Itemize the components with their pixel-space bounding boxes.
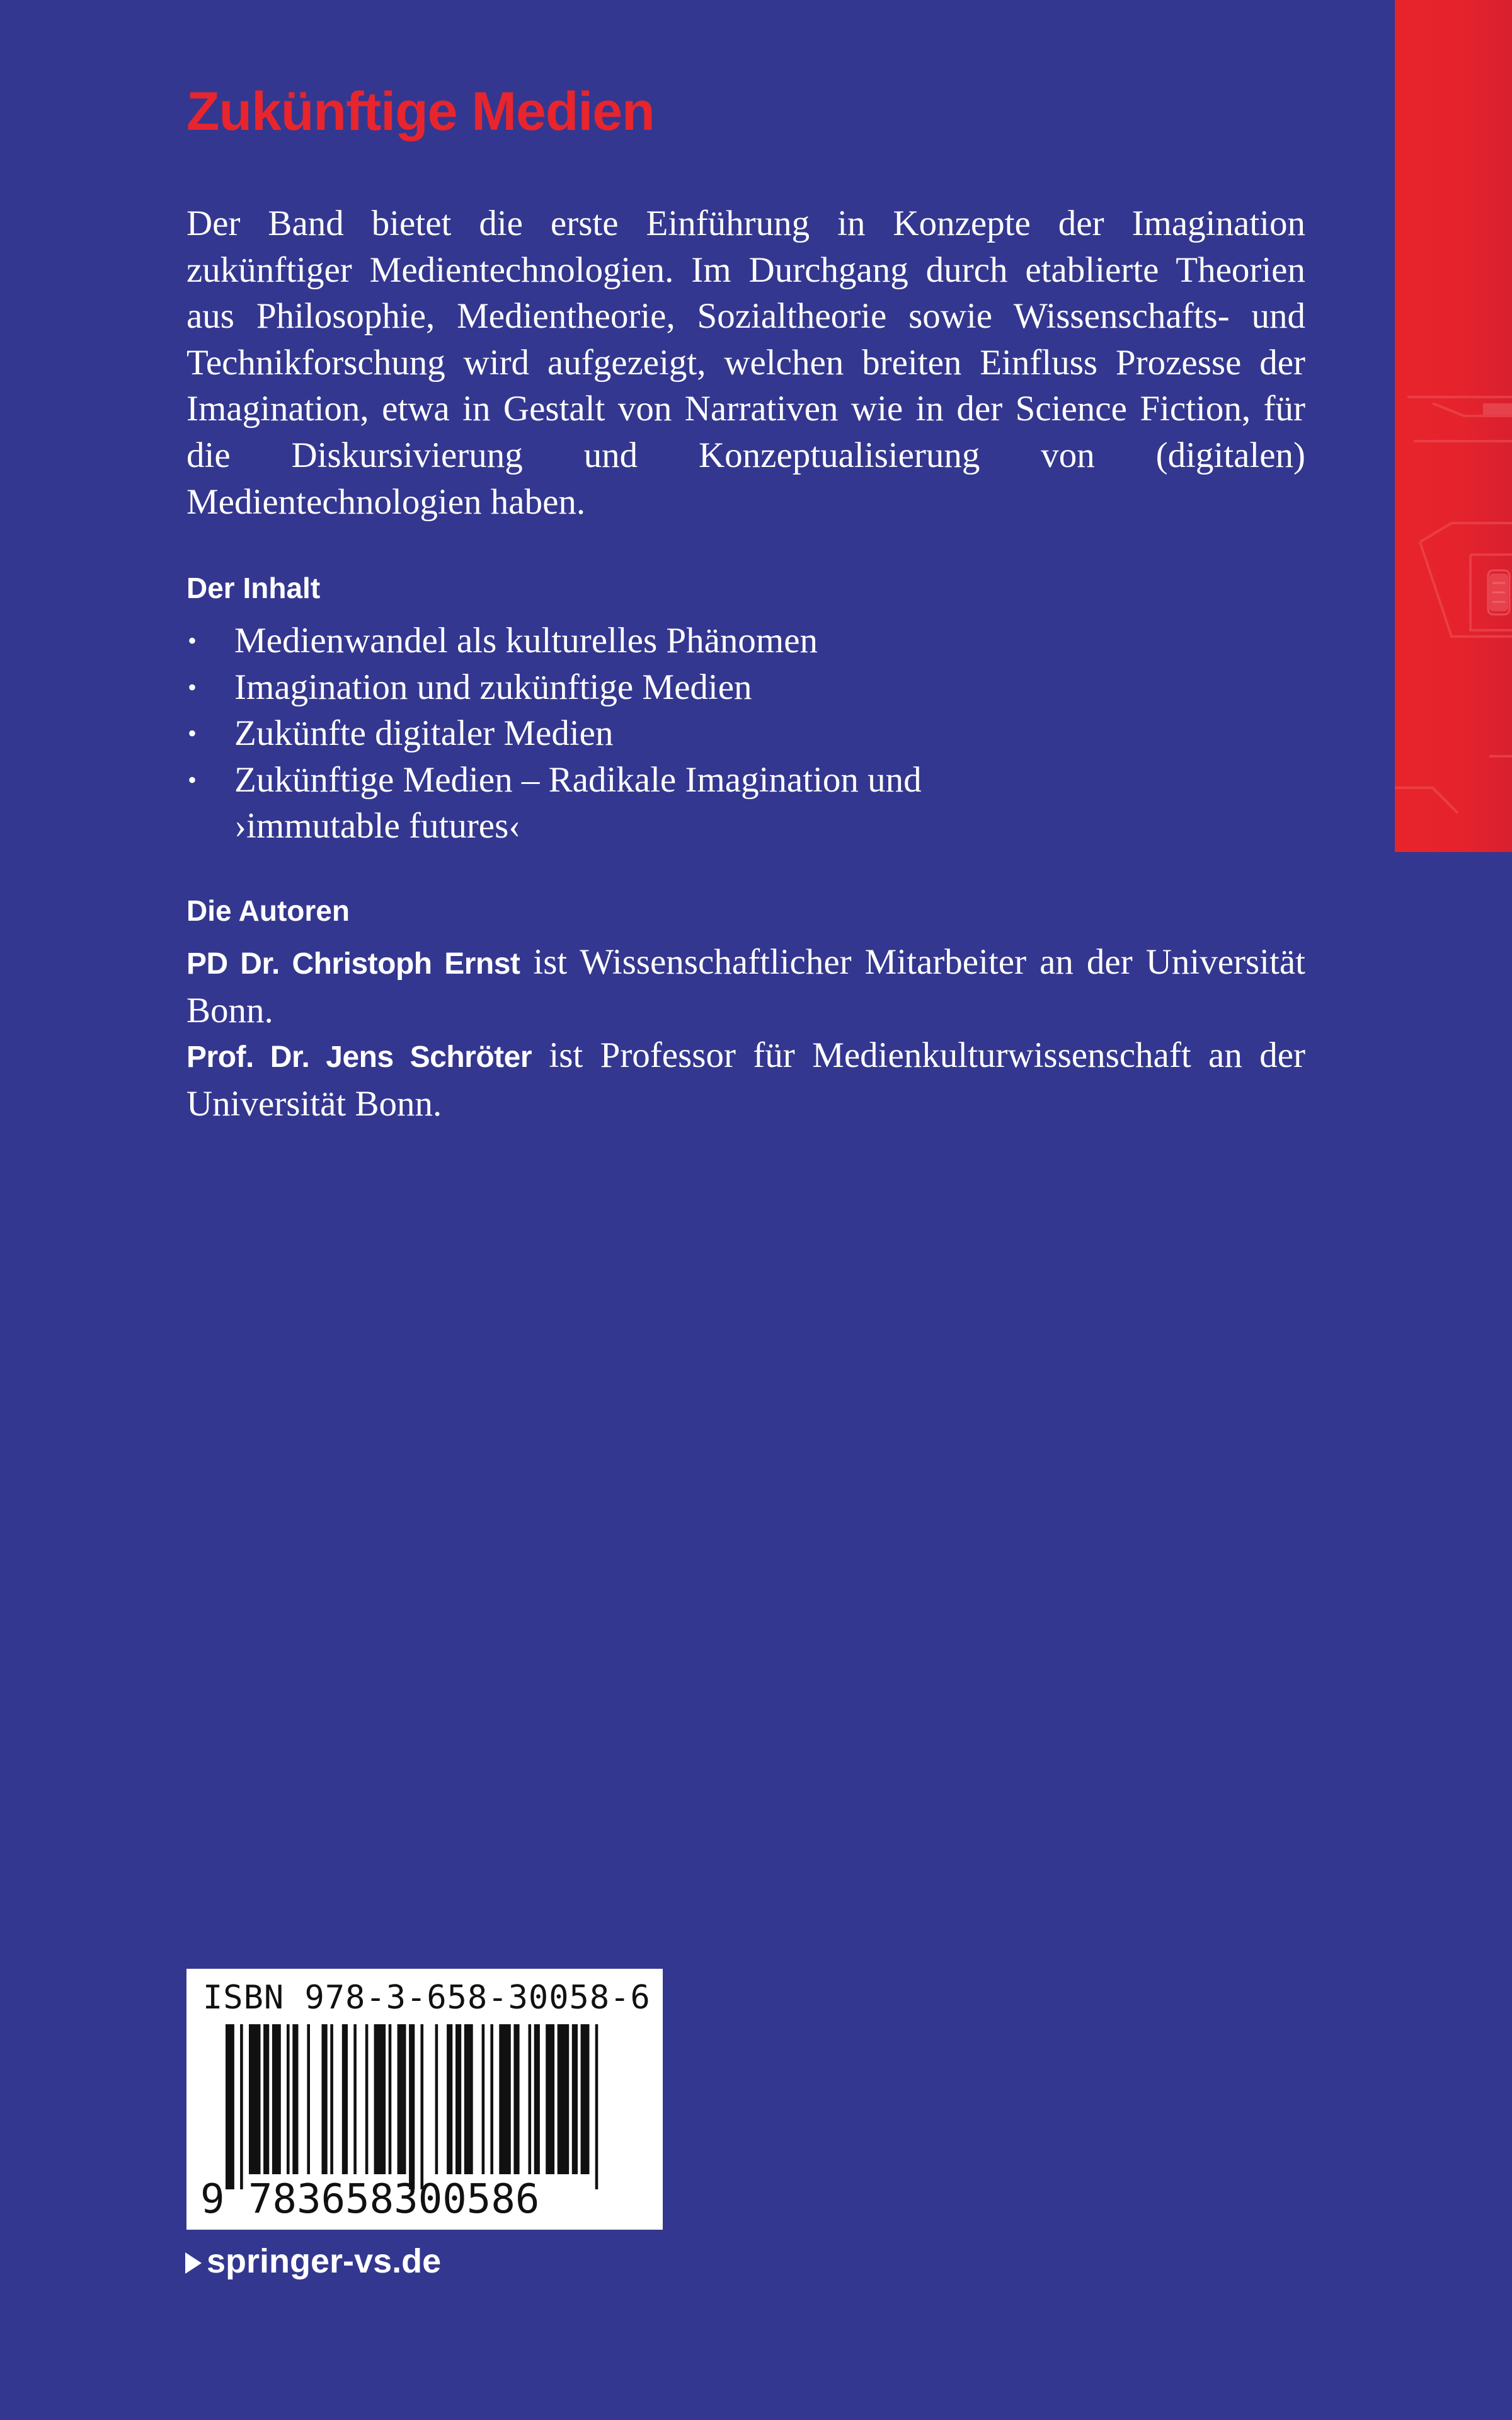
author-name: Prof. Dr. Jens Schröter xyxy=(186,1040,532,1074)
author-description: ist Professor für Medienkulturwissenschaft an der Universität Bonn. xyxy=(186,1035,1305,1124)
contents-heading: Der Inhalt xyxy=(186,572,321,604)
barcode-bar xyxy=(272,2024,281,2174)
circuit-pattern-graphic xyxy=(1395,0,1512,852)
publisher-url: springer-vs.de xyxy=(207,2242,442,2280)
barcode-bar xyxy=(226,2024,234,2189)
barcode-bar xyxy=(447,2024,452,2174)
barcode-bar xyxy=(435,2024,438,2174)
barcode-bar xyxy=(330,2024,333,2174)
barcode-bar xyxy=(307,2024,310,2174)
barcode-bar xyxy=(342,2024,348,2174)
barcode-bar xyxy=(464,2024,473,2174)
list-item xyxy=(186,618,1131,664)
isbn-barcode xyxy=(186,1969,663,2230)
barcode-bar xyxy=(455,2024,461,2174)
authors-heading: Die Autoren xyxy=(186,894,350,927)
author-name: PD Dr. Christoph Ernst xyxy=(186,947,520,981)
barcode-bar xyxy=(581,2024,590,2174)
bullet-icon: • xyxy=(188,626,197,655)
list-item xyxy=(186,710,1131,757)
list-item-text: Zukünfte digitaler Medien xyxy=(234,713,614,754)
barcode-bar xyxy=(374,2024,386,2174)
barcode-bar xyxy=(529,2024,532,2174)
decorative-red-strip xyxy=(1395,0,1512,852)
triangle-right-icon xyxy=(185,2252,202,2274)
book-description: Der Band bietet die erste Einführung in Konzepte der Imagination zukünftiger Medientechnologien. Im Durchgang durch etablierte Theorien aus Philosophie, Medientheorie, Sozialtheorie sowie Wissenschafts- und Technikforschung wird aufgezeigt, welchen breiten Einfluss Prozesse der Imagination, etwa in Gestalt von Narrativen wie in der Science Fiction, für die Diskursivierung und Konzeptualisierung von (digitalen) Medientechnologien haben. xyxy=(186,204,1305,522)
barcode-bar xyxy=(490,2024,493,2174)
barcode-bar xyxy=(421,2024,424,2189)
barcode-bar xyxy=(499,2024,511,2174)
author-bio-schroeter xyxy=(186,1032,1305,1127)
barcode-bar xyxy=(398,2024,406,2174)
author-bio-ernst xyxy=(186,939,1305,1034)
barcode-bar xyxy=(322,2024,328,2174)
barcode-bar xyxy=(482,2024,485,2174)
contents-list xyxy=(186,618,1131,850)
barcode-bar xyxy=(558,2024,570,2174)
author-description: ist Wissenschaftlicher Mitarbeiter an der Universität Bonn. xyxy=(186,942,1305,1030)
barcode-bar xyxy=(249,2024,261,2174)
bullet-icon: • xyxy=(188,719,197,748)
book-title: Zukünftige Medien xyxy=(186,81,655,142)
list-item xyxy=(186,757,990,850)
list-item-text: Imagination und zukünftige Medien xyxy=(234,667,752,707)
barcode-bar xyxy=(353,2024,357,2174)
isbn-number: ISBN 978-3-658-30058-6 xyxy=(203,1979,651,2017)
barcode-bar xyxy=(534,2024,540,2174)
list-item xyxy=(186,664,1131,711)
barcode-digits: 783658300586 xyxy=(248,2176,540,2223)
barcode-bar xyxy=(365,2024,369,2174)
barcode-bar xyxy=(389,2024,392,2174)
barcode-bar xyxy=(263,2024,269,2174)
list-item-text: Medienwandel als kulturelles Phänomen xyxy=(234,621,818,660)
bullet-icon: • xyxy=(188,672,197,701)
barcode-bar xyxy=(595,2024,598,2189)
barcode-bar xyxy=(572,2024,578,2174)
barcode-bar xyxy=(546,2024,554,2174)
publisher-link[interactable] xyxy=(185,2241,441,2282)
list-item-text: Zukünftige Medien – Radikale Imagination und ›immutable futures‹ xyxy=(234,759,922,846)
barcode-first-digit: 9 xyxy=(200,2176,225,2223)
bullet-icon: • xyxy=(188,765,197,794)
barcode-bar xyxy=(409,2024,415,2189)
barcode-bar xyxy=(292,2024,298,2174)
barcode-bar xyxy=(513,2024,519,2174)
barcode-bar xyxy=(287,2024,290,2174)
barcode-bar xyxy=(240,2024,243,2189)
